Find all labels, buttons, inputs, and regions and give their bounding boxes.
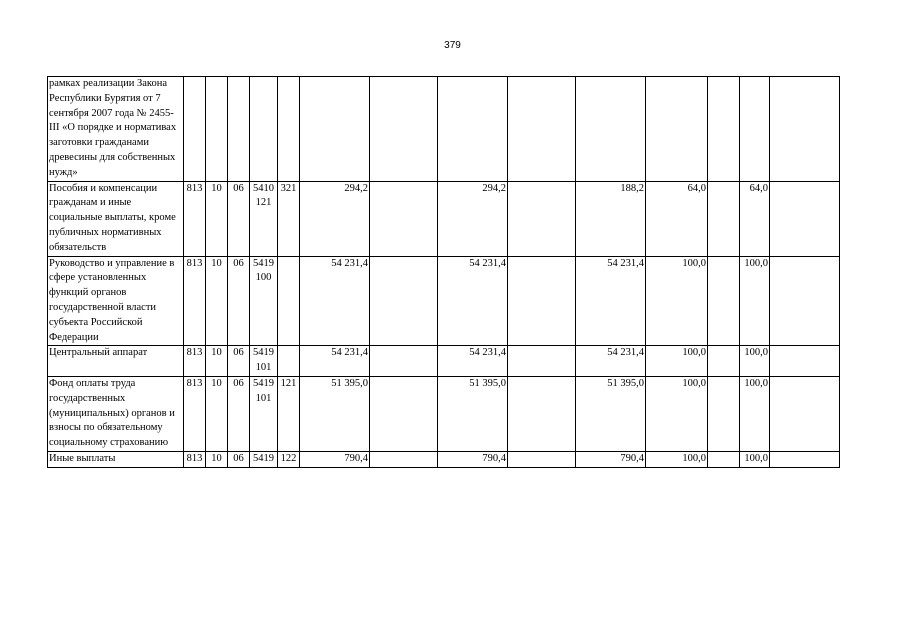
execution-percent: 100,0 — [646, 451, 708, 467]
expense-type-code — [278, 256, 300, 346]
empty-cell — [370, 77, 438, 182]
executed-amount: 188,2 — [576, 181, 646, 256]
subsection-code: 06 — [228, 376, 250, 451]
empty-cell — [370, 451, 438, 467]
approved-amount: 51 395,0 — [438, 376, 508, 451]
empty-cell — [770, 376, 840, 451]
subsection-code: 06 — [228, 346, 250, 377]
expense-type-code: 121 — [278, 376, 300, 451]
ved-code — [184, 77, 206, 182]
execution-percent: 100,0 — [646, 376, 708, 451]
execution-percent-2: 100,0 — [740, 451, 770, 467]
planned-amount: 790,4 — [300, 451, 370, 467]
execution-percent — [646, 77, 708, 182]
empty-cell — [508, 346, 576, 377]
empty-cell — [770, 346, 840, 377]
subsection-code: 06 — [228, 256, 250, 346]
empty-cell — [708, 181, 740, 256]
subsection-code: 06 — [228, 181, 250, 256]
table-row — [48, 376, 840, 451]
ved-code: 813 — [184, 181, 206, 256]
expense-type-code — [278, 346, 300, 377]
planned-amount: 54 231,4 — [300, 256, 370, 346]
subsection-code: 06 — [228, 451, 250, 467]
ved-code: 813 — [184, 451, 206, 467]
target-item-code: 5419 101 — [250, 376, 278, 451]
executed-amount: 51 395,0 — [576, 376, 646, 451]
target-item-code: 5410 121 — [250, 181, 278, 256]
subsection-code — [228, 77, 250, 182]
empty-cell — [770, 451, 840, 467]
empty-cell — [508, 77, 576, 182]
target-item-code: 5419 — [250, 451, 278, 467]
approved-amount: 294,2 — [438, 181, 508, 256]
executed-amount: 54 231,4 — [576, 256, 646, 346]
planned-amount — [300, 77, 370, 182]
empty-cell — [370, 181, 438, 256]
expense-type-code — [278, 77, 300, 182]
row-name: рамках реализации Закона Республики Бурятия от 7 сентября 2007 года № 2455-III «О порядке и нормативах заготовки гражданами древесины для собственных нужд» — [48, 77, 184, 182]
empty-cell — [770, 256, 840, 346]
empty-cell — [708, 346, 740, 377]
table-row — [48, 346, 840, 377]
empty-cell — [508, 181, 576, 256]
row-name: Руководство и управление в сфере установленных функций органов государственной власти субъекта Российской Федерации — [48, 256, 184, 346]
planned-amount: 54 231,4 — [300, 346, 370, 377]
table-row — [48, 181, 840, 256]
empty-cell — [508, 256, 576, 346]
empty-cell — [708, 256, 740, 346]
empty-cell — [508, 376, 576, 451]
empty-cell — [508, 451, 576, 467]
section-code: 10 — [206, 256, 228, 346]
planned-amount: 294,2 — [300, 181, 370, 256]
empty-cell — [370, 256, 438, 346]
target-item-code — [250, 77, 278, 182]
empty-cell — [770, 77, 840, 182]
execution-percent-2: 100,0 — [740, 346, 770, 377]
approved-amount — [438, 77, 508, 182]
section-code: 10 — [206, 376, 228, 451]
executed-amount: 790,4 — [576, 451, 646, 467]
executed-amount — [576, 77, 646, 182]
empty-cell — [770, 181, 840, 256]
execution-percent: 100,0 — [646, 256, 708, 346]
approved-amount: 54 231,4 — [438, 256, 508, 346]
target-item-code: 5419 101 — [250, 346, 278, 377]
table-row — [48, 451, 840, 467]
row-name: Пособия и компенсации гражданам и иные социальные выплаты, кроме публичных нормативных обязательств — [48, 181, 184, 256]
empty-cell — [370, 376, 438, 451]
execution-percent-2: 100,0 — [740, 256, 770, 346]
row-name: Фонд оплаты труда государственных (муниципальных) органов и взносы по обязательному социальному страхованию — [48, 376, 184, 451]
budget-table — [47, 76, 840, 468]
approved-amount: 54 231,4 — [438, 346, 508, 377]
ved-code: 813 — [184, 376, 206, 451]
executed-amount: 54 231,4 — [576, 346, 646, 377]
table-row — [48, 77, 840, 182]
execution-percent-2: 100,0 — [740, 376, 770, 451]
target-item-code: 5419 100 — [250, 256, 278, 346]
section-code: 10 — [206, 181, 228, 256]
execution-percent: 64,0 — [646, 181, 708, 256]
empty-cell — [370, 346, 438, 377]
ved-code: 813 — [184, 346, 206, 377]
section-code: 10 — [206, 346, 228, 377]
expense-type-code: 122 — [278, 451, 300, 467]
row-name: Центральный аппарат — [48, 346, 184, 377]
execution-percent-2 — [740, 77, 770, 182]
empty-cell — [708, 77, 740, 182]
ved-code: 813 — [184, 256, 206, 346]
empty-cell — [708, 451, 740, 467]
table-row — [48, 256, 840, 346]
row-name: Иные выплаты — [48, 451, 184, 467]
approved-amount: 790,4 — [438, 451, 508, 467]
empty-cell — [708, 376, 740, 451]
execution-percent-2: 64,0 — [740, 181, 770, 256]
expense-type-code: 321 — [278, 181, 300, 256]
page-number: 379 — [444, 40, 461, 51]
section-code — [206, 77, 228, 182]
planned-amount: 51 395,0 — [300, 376, 370, 451]
execution-percent: 100,0 — [646, 346, 708, 377]
section-code: 10 — [206, 451, 228, 467]
